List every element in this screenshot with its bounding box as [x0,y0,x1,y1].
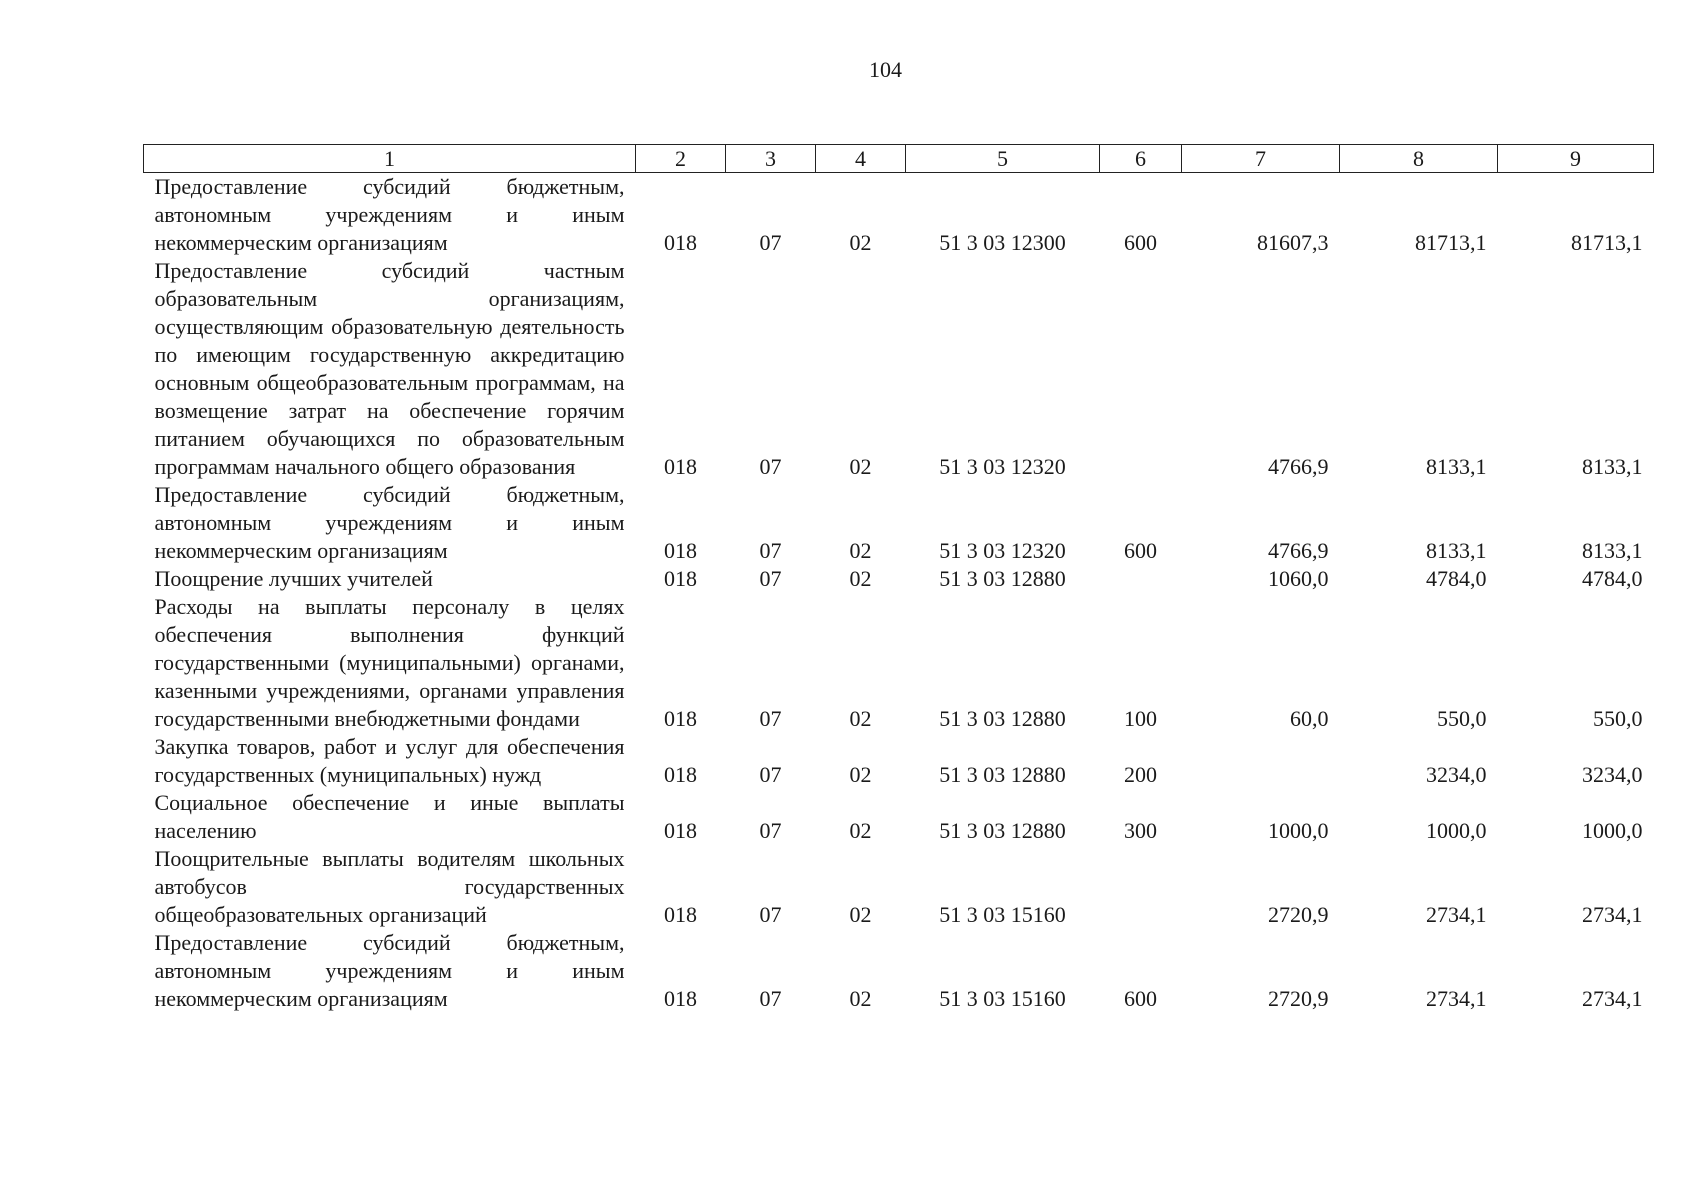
table-row [144,565,1654,593]
table-body [144,173,1654,1014]
row-target-article: 51 3 03 12320 [939,454,1066,479]
row-target-article: 51 3 03 15160 [939,986,1066,1011]
row-target-article: 51 3 03 12880 [939,566,1066,591]
row-amount-7: 2720,9 [1268,986,1329,1011]
row-amount-7: 2720,9 [1268,902,1329,927]
row-expense-type: 600 [1124,230,1157,255]
table-row [144,789,1654,845]
row-amount-7: 4766,9 [1268,454,1329,479]
row-ministry-code: 018 [664,566,697,591]
row-amount-9: 8133,1 [1582,454,1643,479]
row-target-article: 51 3 03 12320 [939,538,1066,563]
table-row [144,257,1654,481]
row-amount-8: 81713,1 [1415,230,1487,255]
row-amount-8: 8133,1 [1426,538,1487,563]
row-name: Закупка товаров, работ и услуг для обеспечения государственных (муниципальных) нужд [154,734,625,787]
row-amount-9: 81713,1 [1571,230,1643,255]
row-amount-8: 1000,0 [1426,818,1487,843]
table-row [144,173,1654,258]
row-subsection-code: 02 [849,762,872,787]
row-section-code: 07 [759,762,782,787]
row-amount-8: 550,0 [1437,706,1487,731]
column-header-6: 6 [1100,145,1182,173]
row-expense-type: 600 [1124,986,1157,1011]
row-ministry-code: 018 [664,454,697,479]
row-expense-type: 300 [1124,818,1157,843]
table-row [144,733,1654,789]
row-amount-9: 3234,0 [1582,762,1643,787]
column-header-9: 9 [1498,145,1654,173]
table-row [144,593,1654,733]
row-section-code: 07 [759,986,782,1011]
column-header-2: 2 [636,145,726,173]
table-row [144,929,1654,1013]
row-amount-8: 2734,1 [1426,986,1487,1011]
row-section-code: 07 [759,454,782,479]
row-amount-9: 4784,0 [1582,566,1643,591]
column-header-4: 4 [816,145,906,173]
row-amount-9: 1000,0 [1582,818,1643,843]
row-subsection-code: 02 [849,986,872,1011]
row-amount-8: 8133,1 [1426,454,1487,479]
row-subsection-code: 02 [849,566,872,591]
row-section-code: 07 [759,566,782,591]
row-amount-8: 2734,1 [1426,902,1487,927]
row-amount-8: 4784,0 [1426,566,1487,591]
row-expense-type [1100,565,1182,593]
row-subsection-code: 02 [849,902,872,927]
row-target-article: 51 3 03 12880 [939,818,1066,843]
budget-table [143,144,1654,1013]
row-amount-7: 1060,0 [1268,566,1329,591]
row-ministry-code: 018 [664,818,697,843]
row-section-code: 07 [759,818,782,843]
row-name: Поощрение лучших учителей [154,566,433,591]
row-subsection-code: 02 [849,706,872,731]
page-number: 104 [869,57,902,82]
row-expense-type: 200 [1124,762,1157,787]
row-ministry-code: 018 [664,706,697,731]
table-row [144,481,1654,565]
row-ministry-code: 018 [664,986,697,1011]
row-amount-9: 8133,1 [1582,538,1643,563]
row-name: Предоставление субсидий бюджетным, автономным учреждениям и иным некоммерческим организациям [154,930,625,1011]
row-amount-9: 2734,1 [1582,986,1643,1011]
row-ministry-code: 018 [664,902,697,927]
row-target-article: 51 3 03 12300 [939,230,1066,255]
row-ministry-code: 018 [664,230,697,255]
row-amount-7: 81607,3 [1257,230,1329,255]
row-name: Поощрительные выплаты водителям школьных автобусов государственных общеобразовательных организаций [154,846,625,927]
row-amount-7: 4766,9 [1268,538,1329,563]
row-amount-7 [1182,733,1340,789]
row-ministry-code: 018 [664,538,697,563]
row-expense-type: 600 [1124,538,1157,563]
column-header-1: 1 [144,145,636,173]
row-section-code: 07 [759,902,782,927]
column-header-7: 7 [1182,145,1340,173]
column-header-5: 5 [906,145,1100,173]
row-expense-type: 100 [1124,706,1157,731]
row-subsection-code: 02 [849,538,872,563]
row-target-article: 51 3 03 15160 [939,902,1066,927]
row-subsection-code: 02 [849,230,872,255]
row-amount-8: 3234,0 [1426,762,1487,787]
row-amount-7: 1000,0 [1268,818,1329,843]
row-name: Расходы на выплаты персоналу в целях обеспечения выполнения функций государственными (муниципальными) органами, казенными учреждениями, органами управления государственными внебюджетными фондами [154,594,625,731]
row-expense-type [1100,845,1182,929]
row-subsection-code: 02 [849,818,872,843]
row-name: Предоставление субсидий бюджетным, автономным учреждениям и иным некоммерческим организациям [154,482,625,563]
row-target-article: 51 3 03 12880 [939,762,1066,787]
column-number-row [144,145,1654,173]
row-ministry-code: 018 [664,762,697,787]
table-row [144,845,1654,929]
row-section-code: 07 [759,230,782,255]
row-amount-7: 60,0 [1290,706,1329,731]
table-header [144,145,1654,173]
column-header-3: 3 [726,145,816,173]
row-amount-9: 550,0 [1593,706,1643,731]
row-section-code: 07 [759,706,782,731]
row-target-article: 51 3 03 12880 [939,706,1066,731]
row-name: Социальное обеспечение и иные выплаты населению [154,790,625,843]
row-amount-9: 2734,1 [1582,902,1643,927]
row-expense-type [1100,257,1182,481]
row-name: Предоставление субсидий бюджетным, автономным учреждениям и иным некоммерческим организациям [154,174,625,255]
row-subsection-code: 02 [849,454,872,479]
row-section-code: 07 [759,538,782,563]
row-name: Предоставление субсидий частным образовательным организациям, осуществляющим образовательную деятельность по имеющим государственную аккредитацию основным общеобразовательным программам, на возмещение затрат на обеспечение горячим питанием обучающихся по образовательным программам начального общего образования [154,258,625,479]
column-header-8: 8 [1340,145,1498,173]
